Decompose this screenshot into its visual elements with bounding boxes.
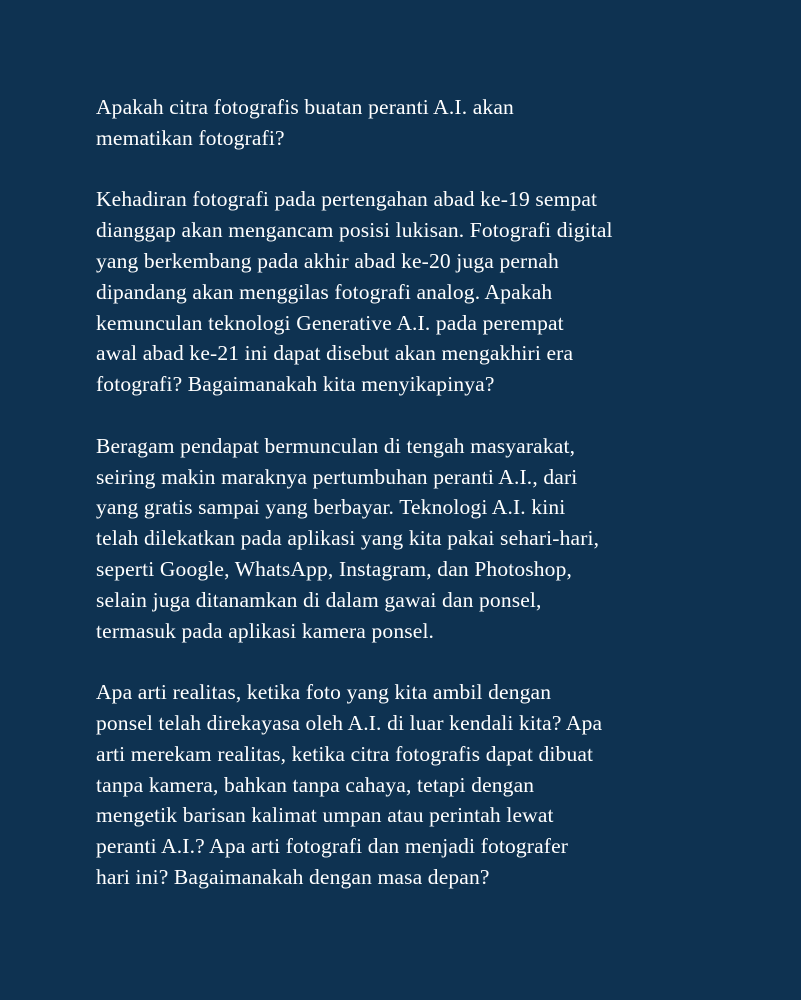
text-line: dianggap akan mengancam posisi lukisan. Fotografi digital xyxy=(96,218,613,243)
article-text xyxy=(96,92,746,924)
paragraph-opinions xyxy=(96,431,746,647)
text-line: Beragam pendapat bermunculan di tengah masyarakat, xyxy=(96,433,576,458)
text-line: yang gratis sampai yang berbayar. Teknologi A.I. kini xyxy=(96,495,566,520)
text-line: selain juga ditanamkan di dalam gawai dan ponsel, xyxy=(96,587,542,612)
text-line: mengetik barisan kalimat umpan atau perintah lewat xyxy=(96,803,554,828)
text-line: Apakah citra fotografis buatan peranti A.I. akan xyxy=(96,95,514,119)
text-line: fotografi? Bagaimanakah kita menyikapinya? xyxy=(96,372,495,397)
text-line: seiring makin maraknya pertumbuhan peranti A.I., dari xyxy=(96,464,578,489)
text-line: hari ini? Bagaimanakah dengan masa depan? xyxy=(96,864,490,889)
text-line: kemunculan teknologi Generative A.I. pada perempat xyxy=(96,310,564,335)
text-line: dipandang akan menggilas fotografi analog. Apakah xyxy=(96,279,553,304)
text-line: telah dilekatkan pada aplikasi yang kita pakai sehari-hari, xyxy=(96,526,600,551)
text-line: seperti Google, WhatsApp, Instagram, dan Photoshop, xyxy=(96,556,572,581)
text-line: tanpa kamera, bahkan tanpa cahaya, tetapi dengan xyxy=(96,772,535,797)
text-line: Apa arti realitas, ketika foto yang kita ambil dengan xyxy=(96,680,552,705)
text-line: awal abad ke-21 ini dapat disebut akan mengakhiri era xyxy=(96,341,574,366)
text-line: Kehadiran fotografi pada pertengahan abad ke-19 sempat xyxy=(96,187,598,212)
text-line: peranti A.I.? Apa arti fotografi dan menjadi fotografer xyxy=(96,834,569,859)
text-line: yang berkembang pada akhir abad ke-20 juga pernah xyxy=(96,248,559,273)
paragraph-question xyxy=(96,92,746,154)
text-line: termasuk pada aplikasi kamera ponsel. xyxy=(96,618,435,643)
text-line: ponsel telah direkayasa oleh A.I. di luar kendali kita? Apa xyxy=(96,710,603,735)
paragraph-reality xyxy=(96,677,746,893)
paragraph-history xyxy=(96,184,746,400)
text-line: arti merekam realitas, ketika citra fotografis dapat dibuat xyxy=(96,741,594,766)
text-line: mematikan fotografi? xyxy=(96,125,285,150)
